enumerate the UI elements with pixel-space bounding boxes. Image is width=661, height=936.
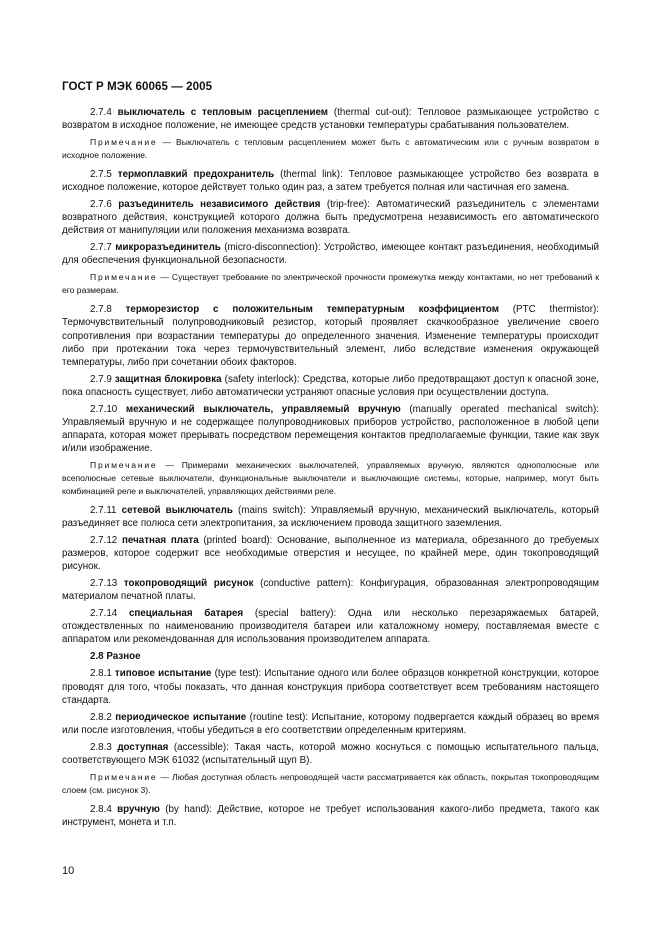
term-name: доступная — [117, 741, 169, 753]
clause-number: 2.8.2 — [90, 711, 112, 723]
term-name: термоплавкий предохранитель — [117, 169, 275, 181]
clause-number: 2.7.13 — [90, 578, 118, 590]
definition-284 — [62, 803, 599, 829]
clause-number: 2.8.1 — [90, 668, 112, 680]
clause-number: 2.7.5 — [90, 169, 112, 181]
note-label: Примечание — [90, 459, 158, 470]
definition-text: (conductive pattern): Конфигурация, образованная электропроводящим материалом печатной платы. — [62, 578, 599, 603]
definition-283 — [62, 741, 599, 767]
term-name: токопроводящий рисунок — [123, 578, 254, 590]
clause-number: 2.7.9 — [90, 373, 112, 385]
definition-2710 — [62, 403, 599, 455]
definition-text: (special battery): Одна или несколько перезаряжаемых батарей, отождествленных по наименованию производителя батареи или каталожному номеру, поставляемая вместе с аппаратом или рекомендованная для использования производителем аппарата. — [62, 608, 599, 646]
note-label: Примечание — [90, 137, 158, 148]
clause-number: 2.7.7 — [90, 242, 112, 254]
note-text: — Выключатель с тепловым расцеплением может быть с автоматическим или с ручным возвратом в исходное положение. — [62, 137, 599, 161]
note-n1 — [62, 136, 599, 162]
definition-text: (mains switch): Управляемый вручную, механический выключатель, который разъединяет все полюса сети электропитания, за исключением провода защитного заземления. — [62, 504, 599, 529]
note-n2 — [62, 271, 599, 297]
definition-275 — [62, 168, 599, 194]
note-n3 — [62, 459, 599, 498]
definition-277 — [62, 241, 599, 267]
term-name: вручную — [117, 803, 160, 815]
definition-text: (thermal cut-out): Тепловое размыкающее устройство с возвратом в исходное положение, не имеющее средств установки температуры срабатывания пользователем. — [62, 107, 599, 132]
page-number: 10 — [62, 865, 75, 877]
term-name: специальная батарея — [128, 608, 244, 620]
clause-number: 2.7.4 — [90, 107, 112, 118]
definition-2712 — [62, 534, 599, 573]
clause-number: 2.8.4 — [90, 803, 112, 815]
definition-2714 — [62, 607, 599, 646]
term-name: защитная блокировка — [114, 373, 222, 385]
definition-2711 — [62, 504, 599, 530]
definition-274 — [62, 106, 599, 132]
definition-text: (PTC thermistor): Термочувствительный полупроводниковый резистор, который проявляет скачкообразное увеличение своего сопротивления при возрастании температуры до определенного значения. Изменение температуры происходит либо при протекании тока через термочувствительный элемент, либо вследствие изменения окружающей температуры, либо при сочетании обоих факторов. — [62, 304, 600, 368]
note-label: Примечание — [90, 771, 158, 782]
definition-2713 — [62, 577, 599, 603]
definition-281 — [62, 667, 599, 706]
definition-text: (by hand): Действие, которое не требует использования какого-либо предмета, такого как инструмент, монета и т.п. — [62, 803, 599, 828]
definition-text: (printed board): Основание, выполненное из материала, обрезанного до требуемых размеров, которое содержит все необходимые отверстия и несущее, по крайней мере, один токопроводящий рисунок. — [62, 535, 600, 573]
note-text: — Примерами механических выключателей, управляемых вручную, являются однополюсные или всеполюсные сетевые выключатели, функциональные выключатели и выключающие системы, которые, например, могут быть комбинацией реле и выключателей, управляющих действиями реле. — [62, 459, 599, 496]
definition-text: (routine test): Испытание, которому подвергается каждый образец во время или после изготовления, чтобы убедиться в его соответствии определенным критериям. — [62, 711, 599, 736]
definition-282 — [62, 711, 599, 737]
term-name: печатная плата — [121, 535, 199, 547]
clause-number: 2.8.3 — [90, 741, 112, 753]
term-name: механический выключатель, управляемый вручную — [125, 403, 401, 415]
document-header: ГОСТ Р МЭК 60065 — 2005 — [62, 81, 213, 93]
section-number: 2.8 — [90, 651, 104, 663]
clause-number: 2.7.6 — [90, 199, 112, 211]
definition-text: (micro-disconnection): Устройство, имеющее контакт разъединения, необходимый для обеспечения функциональной безопасности. — [62, 242, 599, 267]
definition-text: (trip-free): Автоматический разъединитель с элементами возвратного действия, конструкцией которого должна быть предусмотрена независимость его автоматического действия от манипуляции или положения механизма возврата. — [62, 199, 599, 237]
definition-text: (manually operated mechanical switch): Управляемый вручную и не содержащее полупроводниковых приборов устройство, расположенное в любой цепи аппарата, которая может прерывать посредством перемещения контактов предполагаемые функции, такие как звук и/или изображение. — [62, 403, 599, 454]
term-name: терморезистор с положительным температурным коэффициентом — [125, 304, 499, 316]
document-body — [62, 106, 599, 833]
term-name: разъединитель независимого действия — [118, 199, 321, 211]
definition-276 — [62, 198, 599, 237]
definition-text: (thermal link): Тепловое размыкающее устройство без возврата в исходное положение, которое действует только один раз, а затем требуется полная или частичная его замена. — [62, 169, 599, 194]
section-heading-28 — [62, 650, 599, 663]
clause-number: 2.7.11 — [90, 504, 117, 516]
clause-number: 2.7.10 — [90, 403, 118, 415]
clause-number: 2.7.12 — [90, 535, 118, 547]
definition-279 — [62, 373, 599, 399]
term-name: микроразъединитель — [115, 242, 221, 254]
note-n4 — [62, 771, 599, 797]
definition-text: (safety interlock): Средства, которые либо предотвращают доступ к опасной зоне, пока опасность существует, либо автоматически устраняют опасные условия при осуществлении доступа. — [62, 373, 599, 398]
note-label: Примечание — [90, 272, 158, 283]
clause-number: 2.7.8 — [90, 304, 112, 316]
term-name: типовое испытание — [114, 668, 212, 680]
term-name: сетевой выключатель — [121, 504, 233, 516]
term-name: выключатель с тепловым расцеплением — [117, 107, 329, 118]
definition-text: (type test): Испытание одного или более образцов конкретной конструкции, которое проводят для того, чтобы показать, что данная конструкция прибора соответствует всем требованиям настоящего стандарта. — [62, 668, 599, 706]
definition-278 — [62, 303, 599, 368]
definition-text: (accessible): Такая часть, которой можно коснуться с помощью испытательного пальца, соответствующего МЭК 61032 (испытательный щуп В). — [62, 741, 599, 766]
term-name: периодическое испытание — [115, 711, 247, 723]
section-title: Разное — [106, 651, 141, 663]
note-text: — Существует требование по электрической прочности промежутка между контактами, но нет требований к его размерам. — [62, 272, 599, 296]
clause-number: 2.7.14 — [90, 608, 118, 620]
note-text: — Любая доступная область непроводящей части рассматривается как область, покрытая токопроводящим слоем (см. рисунок 3). — [62, 771, 599, 795]
